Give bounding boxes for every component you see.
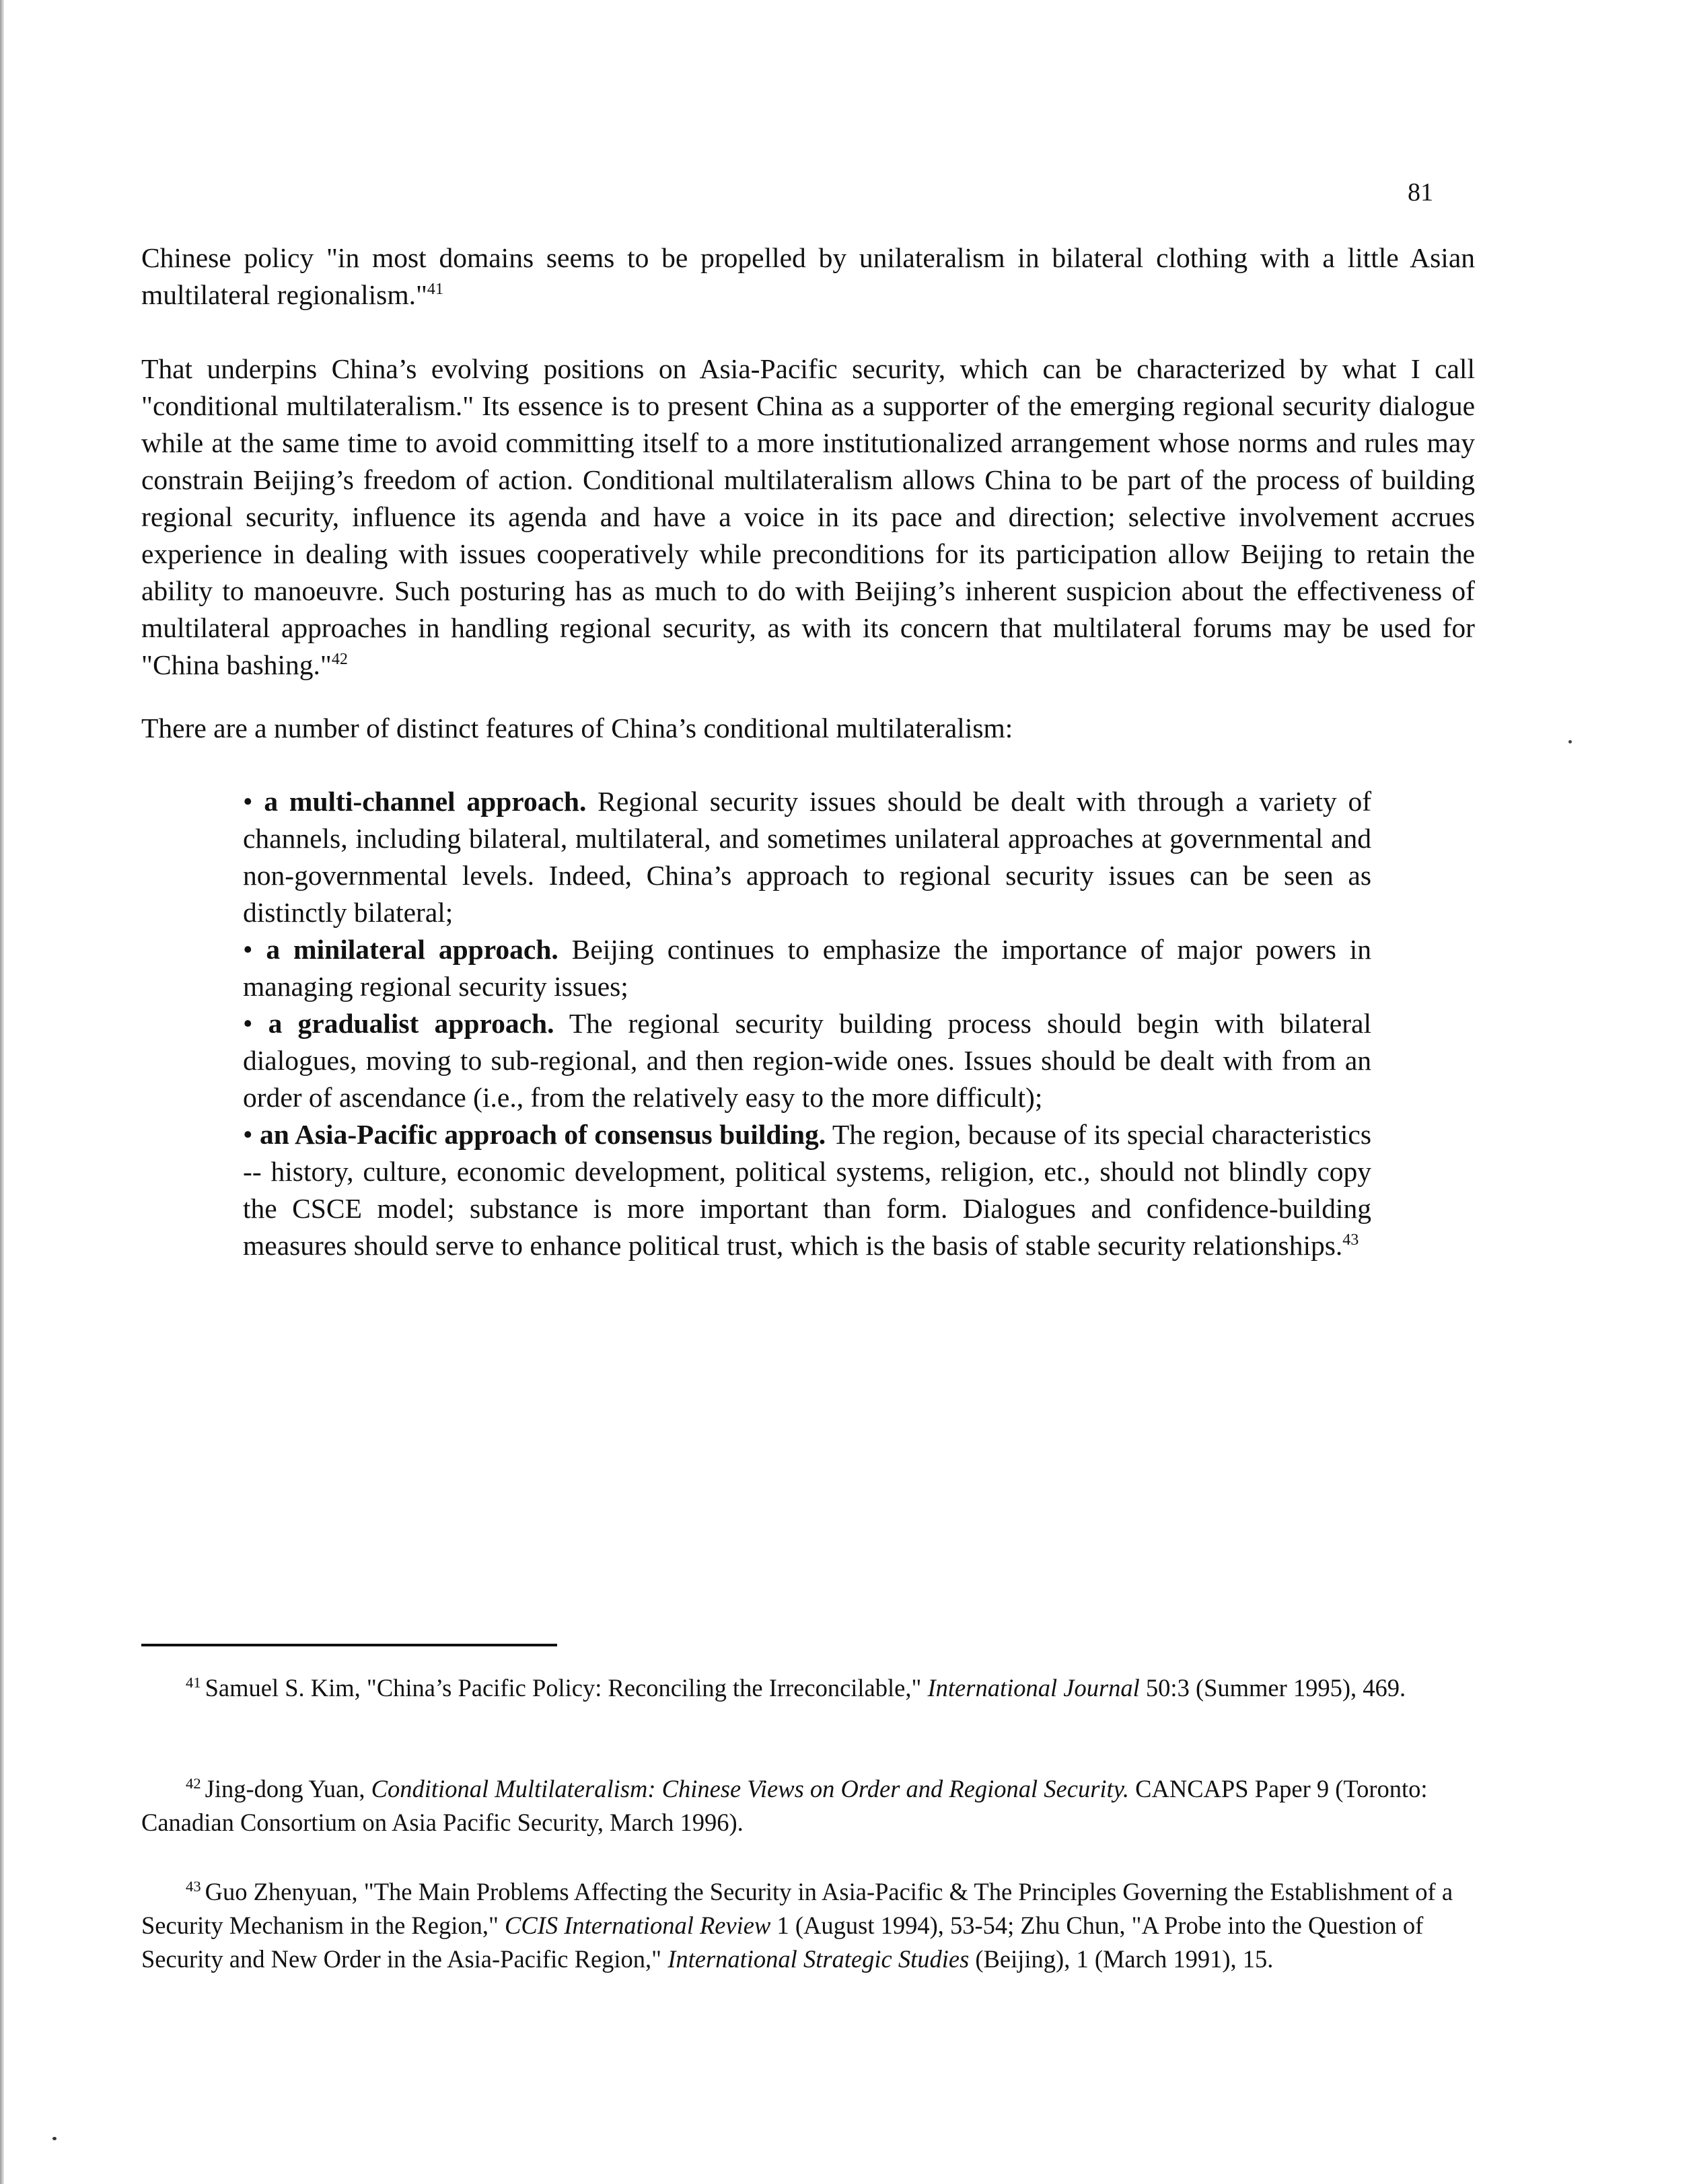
footnote-book-title: Conditional Multilateralism: Chinese Views on Order and Regional Security. xyxy=(371,1775,1130,1803)
bullet-item xyxy=(243,931,1371,1005)
footnote-ref-41: 41 xyxy=(427,281,443,299)
bullet-title: a multi-channel approach. xyxy=(264,786,587,817)
bullet-item xyxy=(243,783,1371,931)
footnote-number: 41 xyxy=(186,1673,201,1691)
bullet-marker: • xyxy=(243,934,253,965)
scan-speck xyxy=(52,2137,57,2140)
footnote-rule xyxy=(141,1644,557,1646)
bullet-marker: • xyxy=(243,786,253,817)
paragraph-2 xyxy=(141,351,1475,684)
bullet-title: a minilateral approach. xyxy=(266,934,558,965)
bullet-text: The regional security building process should begin with bilateral dialogues, moving to sub-regional, and then region-wide ones. Issues should be dealt with from an order of ascendance (i.e., from the relatively easy to the more difficult); xyxy=(243,1008,1371,1113)
page-number: 81 xyxy=(1408,178,1433,207)
footnote-42 xyxy=(141,1772,1475,1840)
footnote-ref-43: 43 xyxy=(1342,1231,1359,1249)
footnote-number: 42 xyxy=(186,1774,201,1792)
paragraph-1-text: Chinese policy "in most domains seems to be propelled by unilateralism in bilateral clothing with a little Asian multilateral regionalism." xyxy=(141,242,1475,310)
footnote-journal-title: International Strategic Studies xyxy=(667,1945,970,1973)
bullet-marker: • xyxy=(243,1008,253,1039)
footnote-text: (Beijing), 1 (March 1991), 15. xyxy=(969,1945,1274,1973)
footnote-number: 43 xyxy=(186,1877,201,1895)
feature-bullet-list xyxy=(243,783,1371,1264)
footnote-journal-title: CCIS International Review xyxy=(505,1912,771,1939)
footnote-ref-42: 42 xyxy=(331,651,348,669)
bullet-item xyxy=(243,1116,1371,1264)
paragraph-3-text: There are a number of distinct features of China’s conditional multilateralism: xyxy=(141,713,1013,743)
scan-speck xyxy=(1568,740,1572,743)
bullet-item xyxy=(243,1005,1371,1116)
footnote-text: Guo Zhenyuan, "The Main Problems Affecting the Security in Asia-Pacific & The Principles Governing the Establishment of a Security Mechanism in the Region," xyxy=(141,1878,1453,1939)
footnote-43 xyxy=(141,1875,1475,1976)
bullet-title: an Asia-Pacific approach of consensus building. xyxy=(259,1119,826,1150)
bullet-text: The region, because of its special characteristics -- history, culture, economic development, political systems, religion, etc., should not blindly copy the CSCE model; substance is more important than form. Dialogues and confidence-building measures should serve to enhance political trust, which is the basis of stable security relationships. xyxy=(243,1119,1371,1261)
paragraph-3 xyxy=(141,710,1475,747)
bullet-text: Regional security issues should be dealt with through a variety of channels, including bilateral, multilateral, and sometimes unilateral approaches at governmental and non-governmental levels. Indeed, China’s approach to regional security issues can be seen as distinctly bilateral; xyxy=(243,786,1372,928)
bullet-marker: • xyxy=(243,1119,253,1150)
footnote-journal-title: International Journal xyxy=(927,1674,1140,1702)
paragraph-1 xyxy=(141,240,1475,314)
footnote-text: CANCAPS Paper 9 (Toronto: Canadian Consortium on Asia Pacific Security, March 1996). xyxy=(141,1775,1428,1836)
paragraph-2-text: That underpins China’s evolving positions on Asia-Pacific security, which can be characterized by what I call "conditional multilateralism." Its essence is to present China as a supporter of the emerging regional security dialogue while at the same time to avoid committing itself to a more institutionalized arrangement whose norms and rules may constrain Beijing’s freedom of action. Conditional multilateralism allows China to be part of the process of building regional security, influence its agenda and have a voice in its pace and direction; selective involvement accrues experience in dealing with issues cooperatively while preconditions for its participation allow Beijing to retain the ability to manoeuvre. Such posturing has as much to do with Beijing’s inherent suspicion about the effectiveness of multilateral approaches in handling regional security, as with its concern that multilateral forums may be used for "China bashing." xyxy=(141,353,1475,680)
footnote-text: 1 (August 1994), 53-54; Zhu Chun, "A Probe into the Question of Security and New Order in the Asia-Pacific Region," xyxy=(141,1912,1424,1973)
scan-edge xyxy=(0,0,4,2184)
footnote-text: Samuel S. Kim, "China’s Pacific Policy: Reconciling the Irreconcilable," xyxy=(205,1674,928,1702)
footnote-text: 50:3 (Summer 1995), 469. xyxy=(1139,1674,1406,1702)
bullet-title: a gradualist approach. xyxy=(268,1008,554,1039)
footnote-text: Jing-dong Yuan, xyxy=(205,1775,371,1803)
bullet-text: Beijing continues to emphasize the importance of major powers in managing regional security issues; xyxy=(243,934,1371,1002)
footnote-41 xyxy=(141,1671,1475,1705)
